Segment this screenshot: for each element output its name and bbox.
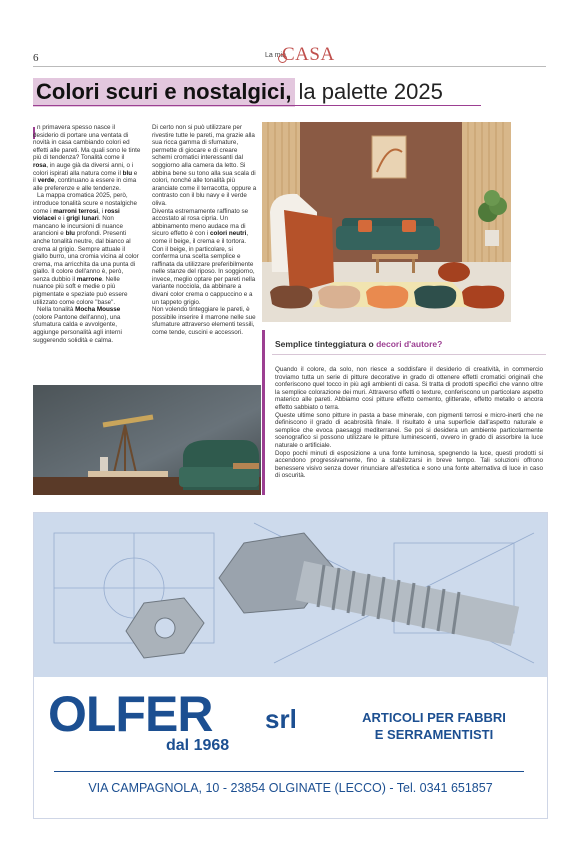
highlighted-term: rosa: [33, 161, 47, 169]
section-paragraph: Dopo pochi minuti di esposizione a una fonte luminosa, spegnendo la luce, questi prodotti si accendono progressivamente, fino a stabilizzarsi in breve tempo. Tali soluzioni offrono benessere visivo senza dover rinunciare all'estetica e sono una fonte alternativa di luce in caso di oscurità.: [275, 449, 543, 480]
ad-hardware-photo: [34, 513, 547, 677]
col1-paragraph: Nella tonalità Mocha Mousse (colore Pantone dell'anno), una sfumatura calda e avvolgente, aggiunge personalità agli interni suggerendo solidità e calma.: [33, 306, 122, 344]
color-swatches: [270, 286, 504, 309]
highlighted-term: grigi lunari: [66, 215, 99, 223]
color-swatch: [366, 286, 408, 309]
masthead-small: La mia: [265, 52, 287, 59]
article-column-1: [33, 124, 141, 344]
highlighted-term: marrone: [76, 275, 102, 283]
section-rule: [272, 354, 546, 355]
ad-address[interactable]: VIA CAMPAGNOLA, 10 - 23854 OLGINATE (LECCO) - Tel. 0341 651857: [88, 781, 493, 795]
header-rule: [33, 66, 546, 67]
color-swatch: [318, 286, 360, 309]
ad-tagline-line2: E SERRAMENTISTI: [374, 727, 494, 742]
col2-paragraph: Di certo non si può utilizzare per rivestire tutte le pareti, ma grazie alla sua ricca gamma di sfumature, permette di giocare e di creare schemi cromatici interessanti dal soggiorno alla camera da letto. Si abbina bene su tono alla sua scala di colori, nonché alle tonalità più aranciate come il terracotta, oppure a contrasto con il blu navy e il verde oliva.: [152, 124, 257, 207]
color-swatch: [414, 286, 456, 309]
interior-photo: [33, 385, 261, 495]
highlighted-term: verde: [37, 177, 55, 185]
col1-paragraph: n primavera spesso nasce il desiderio di portare una ventata di novità in casa cambiando colori ed effetti alle pareti. Ma quali sono le tinte più di tendenza? Tonalità come il rosa, in auge già da diversi anni, o i colori ispirati alla natura come il blu e il verde, continuano a essere in cima alle preferenze e alle tendenze.: [33, 124, 141, 192]
section-accent-bar: [262, 330, 265, 495]
ad-company-name: OLFER: [48, 686, 213, 742]
col2-paragraph: Non volendo tinteggiare le pareti, è possibile inserire il marrone nelle sue sfumature attraverso elementi tessili, come tende, cuscini e accessori.: [152, 306, 256, 337]
section-paragraph: Quando il colore, da solo, non riesce a soddisfare il desiderio di creatività, in commercio troviamo tutta un serie di pitture decorative in grado di ottenere effetti cromatici originali che conferiscono quel tocco in più agli ambienti di casa. Si tratta di prodotti specifici che vanno oltre la semplice colorazione dei muri. Attraverso effetti o texture, conferiscono un particolare aspetto materico alle pareti. Abbiamo così pitture effetto cemento, glitterate, effetto metallo o ancora effetto sabbiato o terra.: [275, 366, 543, 411]
title-underline: [33, 105, 481, 106]
highlighted-term: marroni terrosi: [53, 207, 99, 215]
article-title: [33, 78, 483, 106]
section-paragraph: Queste ultime sono pitture in pasta a base minerale, con pigmenti terrosi e micro-inerti che ne definiscono il grado di acabrosità finale. Il risultato è una superficie dall'aspetto naturale e semplice che evoca paesaggi mediterranei. Se poi si desidera un ambiente particolarmente scenografico si possono utilizzare le pitture luminescenti, ovvero in grado di assorbire la luce naturale o artificiale.: [275, 411, 543, 449]
color-swatch: [462, 286, 504, 309]
bolt-illustration: [34, 513, 547, 677]
section-title-accent: decori d'autore?: [376, 339, 443, 349]
page-number: 6: [33, 52, 39, 64]
col1-paragraph: La mappa cromatica 2025, però, introduce tonalità scure e nostalgiche come i marroni terrosi, i rossi violacei e i grigi lunari. Non mancano le incursioni di nuance arancioni e blu profondi. Presenti anche tonalità neutre, dal bianco al crema al grigio. Sempre attuale il giallo burro, una cromia vicina al color crema, ma arricchita da una punta di giallo. Il colore dell'anno è, però, senza dubbio il marrone. Nelle nuance più soft e medie o più pigmentate e speziate può essere utilizzato come colore "base".: [33, 192, 139, 306]
masthead-title: CASA: [282, 44, 335, 65]
title-strong: Colori scuri e nostalgici,: [33, 78, 295, 107]
interior-illustration: [33, 385, 261, 495]
section-title-main: Semplice tinteggiatura o: [275, 339, 377, 349]
living-room-illustration: [262, 122, 511, 322]
living-room-photo: [262, 122, 511, 322]
highlighted-term: blu: [122, 169, 133, 177]
ad-tagline-line1: ARTICOLI PER FABBRI: [362, 710, 506, 725]
highlighted-term: colori neutri: [210, 230, 247, 238]
title-light: la palette 2025: [298, 79, 443, 104]
highlighted-term: blu: [65, 230, 76, 238]
color-swatch: [270, 286, 312, 309]
col2-paragraph: Diventa estremamente raffinato se accostato al rosa cipria. Un abbinamento meno audace ma di sicuro effetto è con i colori neutri, come il beige, il crema e il tortora. Con il beige, in particolare, si conferma una scelta semplice e raffinata da utilizzare preferibilmente nelle stanze del riposo. In soggiorno, invece, meglio optare per pareti nella variante nocciola, da abbinare a divani color crema o cappuccino e a un tappeto grigio.: [152, 207, 256, 306]
advertisement[interactable]: [33, 512, 548, 819]
ad-company-suffix: srl: [265, 704, 297, 734]
section-title: [275, 339, 442, 349]
highlighted-term: Mocha Mousse: [75, 306, 121, 314]
ad-since: dal 1968: [166, 737, 230, 754]
highlighted-term: rossi violacei: [33, 207, 120, 223]
ad-rule: [54, 771, 524, 772]
article-column-2: [152, 124, 257, 337]
ad-tagline: [334, 709, 534, 743]
section-body: [275, 366, 543, 480]
masthead-logo: [265, 44, 335, 66]
